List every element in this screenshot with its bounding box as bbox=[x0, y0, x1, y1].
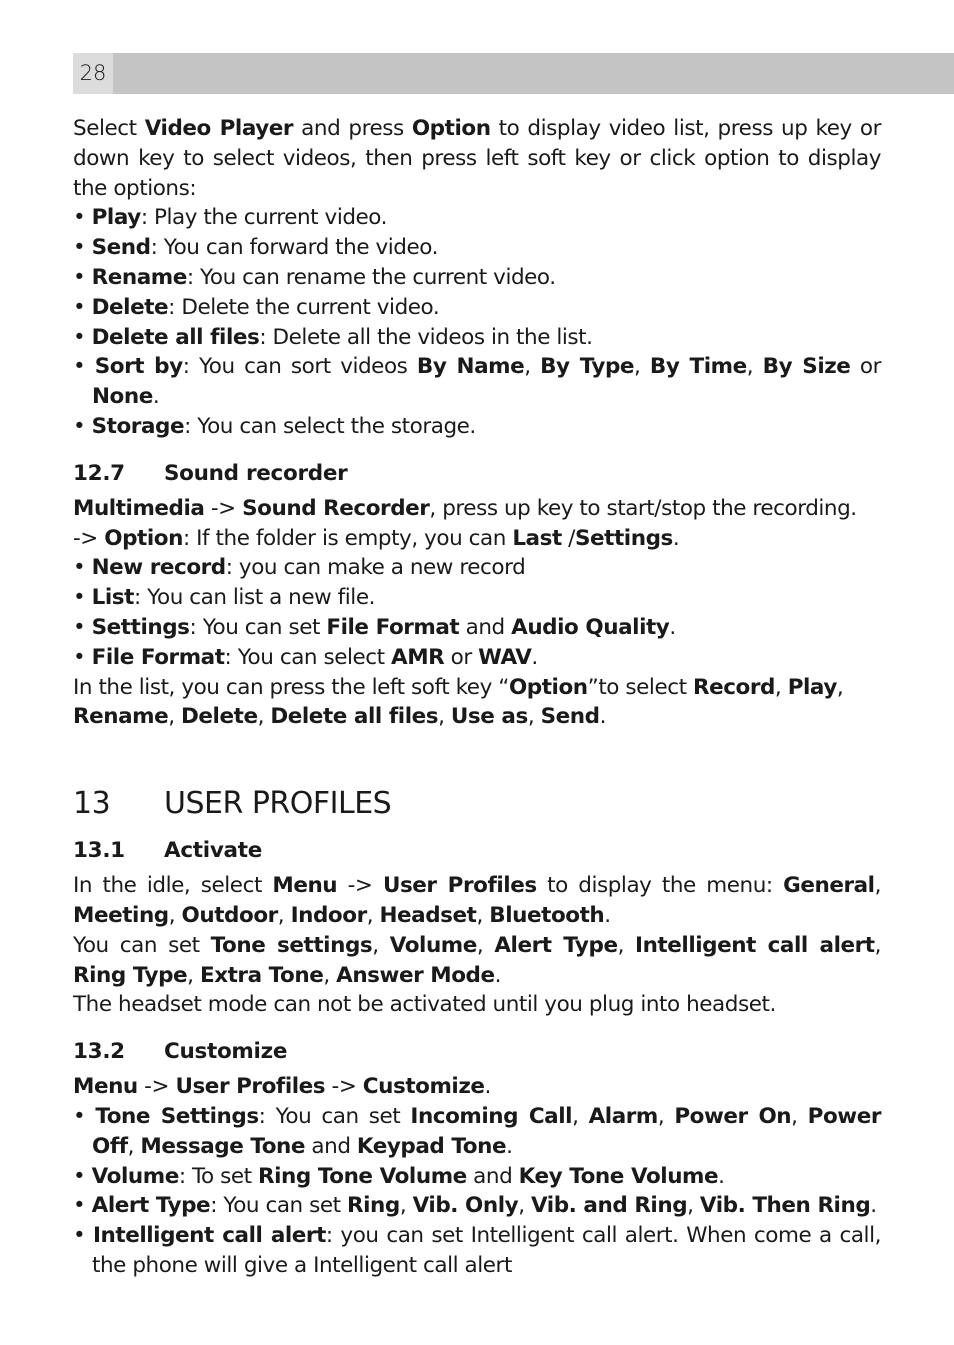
list-item: • New record: you can make a new record bbox=[73, 555, 526, 581]
sound-recorder-path: Multimedia -> Sound Recorder, press up key to start/stop the recording. bbox=[73, 495, 857, 521]
page-content bbox=[73, 114, 881, 1281]
list-item: • Alert Type: You can set Ring, Vib. Only, Vib. and Ring, Vib. Then Ring. bbox=[73, 1193, 877, 1219]
page-header-bar bbox=[73, 53, 954, 94]
list-item: • Settings: You can set File Format and Audio Quality. bbox=[73, 614, 676, 640]
activate-paragraph-1: In the idle, select Menu -> User Profiles to display the menu: General, Meeting, Outdoor, Indoor, Headset, Bluetooth. bbox=[73, 873, 881, 928]
list-item: • Delete: Delete the current video. bbox=[73, 294, 440, 320]
chapter-heading-13: 13 USER PROFILES bbox=[73, 786, 392, 822]
list-item: • Play: Play the current video. bbox=[73, 205, 388, 231]
list-item: • Send: You can forward the video. bbox=[73, 235, 438, 261]
list-item: • List: You can list a new file. bbox=[73, 585, 375, 611]
page-number: 28 bbox=[73, 53, 113, 94]
list-item: • Intelligent call alert: you can set Intelligent call alert. When come a call, the phone will give a Intelligent call alert bbox=[73, 1223, 881, 1278]
list-item: • Rename: You can rename the current video. bbox=[73, 264, 556, 290]
activate-paragraph-3: The headset mode can not be activated until you plug into headset. bbox=[73, 992, 776, 1018]
sound-recorder-option: -> Option: If the folder is empty, you can Last /Settings. bbox=[73, 525, 680, 551]
customize-path: Menu -> User Profiles -> Customize. bbox=[73, 1074, 491, 1100]
activate-paragraph-2: You can set Tone settings, Volume, Alert Type, Intelligent call alert, Ring Type, Extra Tone, Answer Mode. bbox=[73, 932, 881, 988]
sound-recorder-list-options: In the list, you can press the left soft key “Option”to select Record, Play, Rename, Delete, Delete all files, Use as, Send. bbox=[73, 674, 844, 730]
list-item: • Delete all files: Delete all the videos in the list. bbox=[73, 324, 593, 350]
video-player-intro: Select Video Player and press Option to display video list, press up key or down key to select videos, then press left soft key or click option to display the options: bbox=[73, 116, 881, 201]
section-heading-13-1: 13.1 Activate bbox=[73, 838, 263, 864]
list-item: • File Format: You can select AMR or WAV. bbox=[73, 644, 538, 670]
list-item: • Storage: You can select the storage. bbox=[73, 413, 476, 439]
section-heading-12-7: 12.7 Sound recorder bbox=[73, 460, 348, 486]
list-item: • Volume: To set Ring Tone Volume and Key Tone Volume. bbox=[73, 1163, 725, 1189]
list-item: • Sort by: You can sort videos By Name, By Type, By Time, By Size or None. bbox=[73, 354, 882, 410]
section-heading-13-2: 13.2 Customize bbox=[73, 1039, 288, 1065]
list-item: • Tone Settings: You can set Incoming Call, Alarm, Power On, Power Off, Message Tone and Keypad Tone. bbox=[73, 1103, 881, 1159]
